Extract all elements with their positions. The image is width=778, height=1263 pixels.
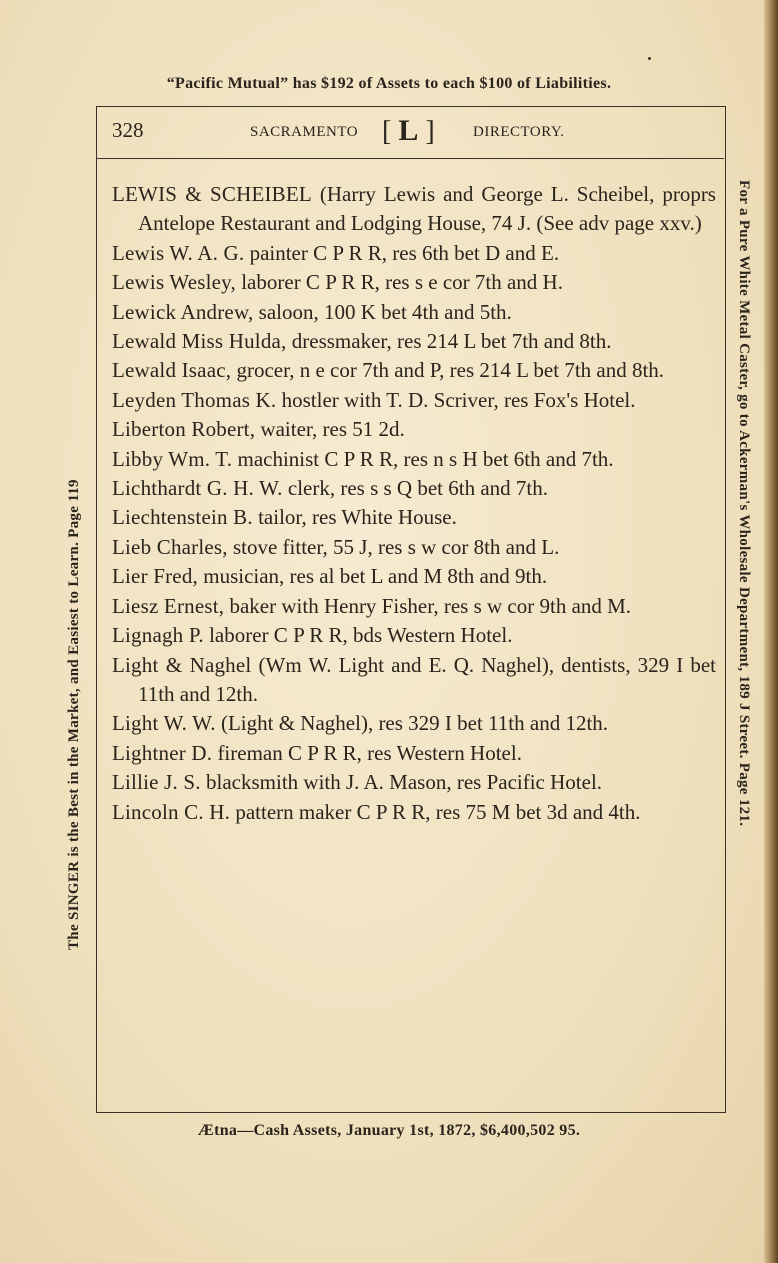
entry-details: painter C P R R, res 6th bet D and E.: [244, 240, 560, 265]
section-letter: L: [398, 114, 419, 147]
top-advertisement: “Pacific Mutual” has $192 of Assets to each $100 of Liabilities.: [166, 75, 612, 92]
entry-name: Lignagh P.: [112, 623, 204, 648]
entry-details: waiter, res 51 2d.: [255, 417, 405, 442]
directory-entry: [112, 415, 716, 444]
entry-details: saloon, 100 K bet 4th and 5th.: [253, 299, 512, 324]
directory-entry: [112, 739, 716, 768]
entry-name: Lieb Charles,: [112, 534, 228, 559]
entry-name: Lincoln C. H.: [112, 799, 231, 824]
directory-entry: [112, 503, 716, 532]
entry-name: Leyden Thomas K.: [112, 387, 277, 412]
entry-details: laborer C P R R, res s e cor 7th and H.: [235, 270, 563, 295]
entry-name: LEWIS & SCHEIBEL: [112, 182, 312, 206]
entry-name: Lewald Miss Hulda,: [112, 329, 287, 354]
directory-entry: [112, 562, 716, 591]
directory-entry: [112, 709, 716, 738]
directory-entry: [112, 768, 716, 797]
entry-name: Liechtenstein B.: [112, 505, 253, 530]
bracket-close: ]: [425, 116, 435, 147]
entry-details: (Wm W. Light and E. Q. Naghel), dentists, 329 I bet 11th and 12th.: [138, 652, 716, 706]
entry-details: fireman C P R R, res Western Hotel.: [212, 740, 522, 765]
entry-details: machinist C P R R, res n s H bet 6th and 7th.: [232, 446, 614, 471]
entry-name: Light W. W.: [112, 711, 216, 736]
entry-name: Lillie J. S.: [112, 770, 201, 795]
directory-entry: [112, 239, 716, 268]
directory-entry: [112, 386, 716, 415]
entry-details: dressmaker, res 214 L bet 7th and 8th.: [286, 329, 612, 354]
directory-entry: [112, 445, 716, 474]
entry-details: grocer, n e cor 7th and P, res 214 L bet 7th and 8th.: [231, 358, 665, 383]
running-header: [112, 114, 712, 152]
entry-details: pattern maker C P R R, res 75 M bet 3d and 4th.: [230, 799, 641, 824]
directory-entry: [112, 533, 716, 562]
entry-name: Liberton Robert,: [112, 417, 256, 442]
entry-details: musician, res al bet L and M 8th and 9th.: [197, 564, 548, 589]
header-letter-section: [382, 114, 435, 148]
entry-details: stove fitter, 55 J, res s w cor 8th and L.: [227, 534, 560, 559]
entry-name: Lewald Isaac,: [112, 358, 232, 383]
entry-name: Light & Naghel: [112, 652, 252, 677]
directory-entry: [112, 592, 716, 621]
entry-details: clerk, res s s Q bet 6th and 7th.: [282, 476, 548, 501]
directory-entry: [112, 268, 716, 297]
entry-name: Lightner D.: [112, 740, 213, 765]
entry-name: Liesz Ernest,: [112, 593, 225, 618]
entry-name: Libby Wm. T.: [112, 446, 233, 471]
directory-entry: [112, 298, 716, 327]
directory-entry: [112, 180, 716, 239]
bracket-open: [: [382, 116, 392, 147]
entry-name: Lewis Wesley,: [112, 270, 236, 295]
directory-entries: [112, 180, 716, 827]
entry-details: baker with Henry Fisher, res s w cor 9th and M.: [224, 593, 632, 618]
right-margin-advertisement: For a Pure White Metal Caster, go to Ackerman's Wholesale Department, 189 J Street. Page 121.: [736, 180, 752, 827]
directory-entry: [112, 474, 716, 503]
left-margin-advertisement: The SINGER is the Best in the Market, and Easiest to Learn. Page 119: [66, 479, 82, 950]
entry-details: laborer C P R R, bds Western Hotel.: [203, 623, 513, 648]
entry-details: tailor, res White House.: [252, 505, 457, 530]
header-rule: [96, 158, 724, 159]
directory-entry: [112, 356, 716, 385]
entry-name: Lichthardt G. H. W.: [112, 476, 283, 501]
directory-entry: [112, 798, 716, 827]
entry-details: blacksmith with J. A. Mason, res Pacific Hotel.: [200, 770, 603, 795]
entry-name: Lewis W. A. G.: [112, 240, 245, 265]
header-city: SACRAMENTO: [250, 124, 359, 140]
page-number: 328: [112, 118, 144, 142]
directory-entry: [112, 651, 716, 710]
ink-speck: [648, 57, 651, 60]
directory-entry: [112, 621, 716, 650]
bottom-advertisement: Ætna—Cash Assets, January 1st, 1872, $6,400,502 95.: [197, 1122, 581, 1139]
entry-details: (Harry Lewis and George L. Scheibel, proprs Antelope Restaurant and Lodging House, 74 J. (See adv page xxv.): [138, 182, 716, 236]
entry-details: hostler with T. D. Scriver, res Fox's Hotel.: [276, 387, 636, 412]
entry-details: (Light & Naghel), res 329 I bet 11th and 12th.: [215, 711, 609, 736]
entry-name: Lier Fred,: [112, 564, 198, 589]
book-spine-edge: [764, 0, 778, 1263]
entry-name: Lewick Andrew,: [112, 299, 254, 324]
directory-entry: [112, 327, 716, 356]
header-directory: DIRECTORY.: [473, 124, 565, 140]
